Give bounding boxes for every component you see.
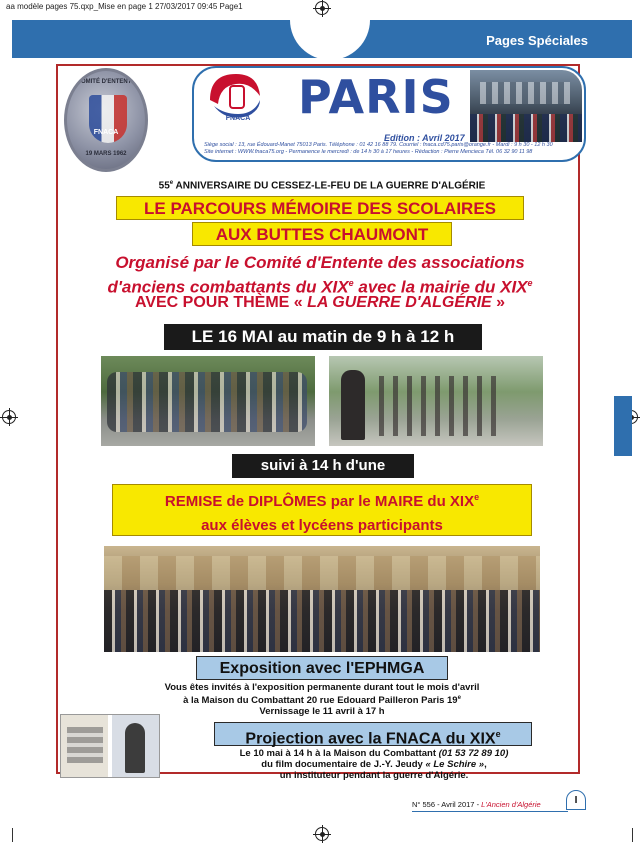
section-title: Pages Spéciales (486, 33, 588, 48)
footer-rule (412, 811, 568, 812)
date-banner: LE 16 MAI au matin de 9 h à 12 h (164, 324, 482, 350)
organizer-text-a: d'anciens combattants du XIX (107, 277, 349, 297)
paris-wordmark: PARIS (298, 70, 454, 124)
organizer-sup-2: e (527, 278, 533, 288)
exhibition-banner: Exposition avec l'EPHMGA (196, 656, 448, 680)
organizer-line-1: Organisé par le Comité d'Entente des associations (115, 253, 525, 272)
screening-line-text: Le 10 mai à 14 h à la Maison du Combattant (239, 748, 439, 759)
screening-line (214, 759, 534, 770)
headline-1: LE PARCOURS MÉMOIRE DES SCOLAIRES (116, 196, 524, 220)
exhibition-line: Vernissage le 11 avril à 17 h (259, 706, 385, 718)
screening-line (214, 748, 534, 759)
screening-sup: e (495, 729, 501, 739)
masthead-info (204, 142, 564, 156)
exhibition-address: à la Maison du Combattant 20 rue Edouard Pailleron Paris 19 (183, 695, 458, 707)
screening-text (214, 748, 534, 781)
anniversary-suffix: e (169, 180, 174, 186)
fnaca-emblem-icon (204, 70, 264, 126)
students-photo-2 (329, 356, 543, 446)
organizer-sup-1: e (348, 278, 354, 288)
afternoon-banner: suivi à 14 h d'une (232, 454, 414, 478)
crop-mark (12, 828, 13, 842)
page-number: I (566, 790, 586, 810)
registration-mark-icon (315, 1, 329, 15)
screening-banner (214, 722, 532, 746)
students-photo-1 (101, 356, 315, 446)
footer-brand: L'Ancien d'Algérie (481, 800, 541, 809)
ceremony-hall-photo (104, 546, 540, 652)
medal-center-text: FNACA (93, 129, 119, 136)
side-tab (614, 396, 632, 456)
medal-top-text: COMITÉ D'ENTENTE (76, 79, 136, 85)
anniversary-line (0, 180, 644, 191)
screening-line: un instituteur pendant la guerre d'Algérie. (279, 770, 469, 781)
diploma-banner (112, 484, 532, 536)
diploma-line-2: aux élèves et lycéens participants (201, 517, 443, 534)
exhibition-line: Vous êtes invités à l'exposition permanente durant tout le mois d'avril (164, 682, 480, 693)
anniversary-number: 55 (158, 180, 170, 192)
diploma-line-1 (113, 485, 531, 514)
screening-phone: (01 53 72 89 10) (438, 748, 509, 759)
registration-mark-icon (315, 827, 329, 841)
theme-line (60, 294, 580, 312)
masthead-info-line: Site internet : WWW.fnaca75.org - Permanence le mercredi : de 14 h 30 à 17 heures - Rédaction : Pierre Mencieca Tél. 06 32 90 11 98 (204, 149, 533, 155)
theme-prefix: AVEC POUR THÈME « (134, 294, 308, 311)
diploma-text: REMISE de DIPLÔMES par le MAIRE du XIX (164, 493, 475, 510)
theme-suffix: » (491, 294, 506, 311)
organizer-text-b: avec la mairie du XIX (353, 277, 528, 297)
ceremony-photo (470, 70, 582, 142)
exhibition-line (60, 693, 584, 706)
medal-date-text: 19 MARS 1962 (85, 151, 127, 157)
exhibition-text (60, 682, 584, 717)
anniversary-text: ANNIVERSAIRE DU CESSEZ-LE-FEU DE LA GUERRE D'ALGÉRIE (173, 180, 486, 192)
masthead-info-line: Siège social : 13, rue Édouard-Manet 75013 Paris. Téléphone : 01 42 16 88 79. Courriel : fnaca.cd75.paris@orange.fr - Mardi : 9 h 30 - 12 h 30 (204, 142, 553, 148)
footer-issue-text: N° 556 - Avril 2017 - (412, 800, 482, 809)
headline-2: AUX BUTTES CHAUMONT (192, 222, 452, 246)
registration-mark-icon (2, 410, 16, 424)
fnaca-medal (64, 68, 148, 172)
footer-issue (412, 800, 541, 809)
exhibition-sup: e (457, 695, 461, 701)
screening-line-text: du film documentaire de J.-Y. Jeudy (261, 759, 426, 770)
theme-title: LA GUERRE D'ALGÉRIE (307, 294, 492, 311)
emblem-label: FNACA (225, 115, 251, 122)
screening-line-text: , (484, 759, 487, 770)
crop-mark (632, 828, 633, 842)
documentary-cover (60, 714, 160, 778)
print-slug: aa modèle pages 75.qxp_Mise en page 1 27/03/2017 09:45 Page1 (6, 2, 243, 11)
screening-title: Projection avec la FNACA du XIX (245, 730, 496, 748)
diploma-sup: e (474, 492, 480, 502)
screening-film-title: « Le Schire » (425, 759, 485, 770)
edition-label: Edition : Avril 2017 (384, 133, 465, 143)
